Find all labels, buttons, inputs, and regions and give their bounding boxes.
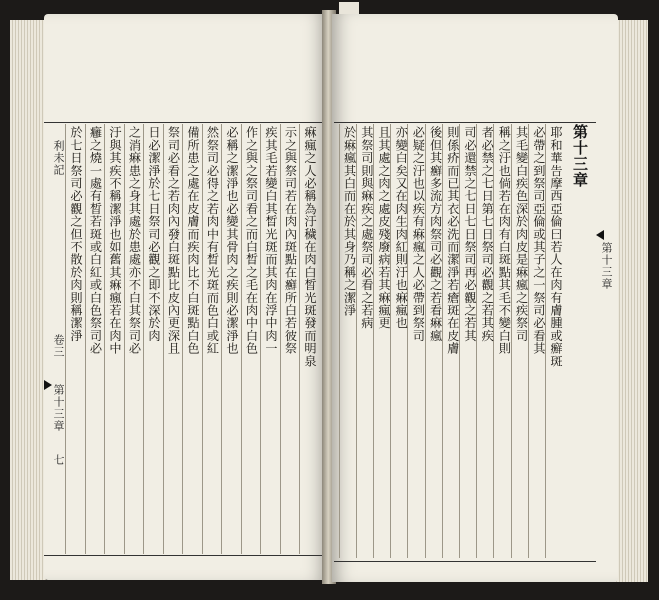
left-text-column: 祭司必看之若肉內發白斑點比皮內更深且 [166, 126, 181, 355]
left-page [44, 14, 326, 580]
right-chapter-tab [596, 230, 604, 240]
left-text-column: 癰之燒一處有晳若斑或白紅或白色祭司必 [88, 126, 103, 355]
left-text-column-rule [241, 124, 242, 554]
left-text-column-rule [202, 124, 203, 554]
left-text-column-rule [143, 124, 144, 554]
right-margin-chapter: 第十三章 [600, 242, 613, 290]
left-text-column: 然祭司必得之若肉中有晳光斑而色白或紅 [205, 126, 220, 355]
left-margin-chapter: 第十三章 [52, 384, 65, 432]
right-text-column: 則係疥而已其衣必洗而潔淨若瘡斑在皮膚 [445, 126, 460, 355]
left-text-column: 必稱之潔淨也必變其骨肉之疾則必潔淨也 [225, 126, 239, 355]
left-text-column: 備所患之處在皮膚而疾肉比不白斑點白色 [186, 126, 200, 355]
right-text-column: 於痳瘋其白而在於其身乃稱之潔淨 [342, 126, 357, 317]
right-text-column: 者必禁之七日第七日祭司必觀之若其疾 [480, 126, 495, 342]
left-text-column: 作之與之祭司看之而白晳之毛在肉中白色 [244, 126, 259, 355]
right-text-column: 其毛變白疾色深於肉皮是痳瘋之疾祭司 [514, 126, 529, 342]
left-page-edges [10, 20, 46, 580]
left-text-column-rule [104, 124, 105, 554]
left-text-column-rule [182, 124, 183, 554]
right-text-column: 其祭司則與痳疾之處祭司必看之若病 [359, 126, 374, 330]
left-text-column-rule [299, 124, 300, 554]
right-page [332, 14, 618, 582]
left-text-column-rule [280, 124, 281, 554]
left-text-column: 示之與祭司若在肉內斑點在癬所白若彼祭 [283, 126, 298, 355]
left-text-column: 汙與其疾不稱潔淨也如舊其痳瘋若在肉中 [108, 126, 122, 355]
right-text-column: 耶和華告摩西亞倫曰若人在肉有膚腫或癬斑 [549, 126, 563, 368]
left-text-column-rule [124, 124, 125, 554]
right-page-edges [614, 20, 648, 582]
left-text-column: 日必潔淨於七日祭司必觀之即不深於肉 [147, 126, 161, 342]
right-text-column-rule [339, 124, 340, 558]
left-text-column: 之消痳患之身其處於患處亦不白其祭司必 [127, 126, 142, 355]
left-text-column-rule [260, 124, 261, 554]
left-text-column: 痳瘋之人必稱為汙穢在肉白晳光斑發而明泉 [303, 126, 317, 368]
left-text-column: 疾其毛若變白其晳光斑而其肉在浮中肉一 [264, 126, 278, 355]
chapter-title: 第十三章 [571, 124, 589, 188]
left-margin-title: 利未記 [52, 140, 65, 176]
right-text-column: 稱之汙也倘若在肉有白斑點其毛不變白則 [497, 126, 512, 355]
right-text-column: 亦變白矣又在肉生肉紅則汙也痳瘋也 [394, 126, 409, 330]
left-text-column: 於七日祭司必觀之但不散於肉則稱潔淨 [69, 126, 83, 342]
left-text-column-rule [85, 124, 86, 554]
right-text-column: 且其處之肉之處皮殘廢病若其痳瘋更 [377, 126, 391, 330]
right-text-column: 後但其癬多流方肉祭司必觀之若看痳瘋 [428, 126, 443, 342]
right-text-column: 司必還禁之七日七日祭司再必觀之若其 [463, 126, 477, 342]
right-text-column: 必疑之汙也以疾有痳瘋之人必帶到祭司 [411, 126, 426, 342]
right-text-column: 必帶之到祭司亞倫或其子之一祭司必看其 [531, 126, 546, 355]
left-text-column-rule [163, 124, 164, 554]
left-margin-volume: 卷三 [52, 334, 65, 358]
left-text-column-rule [221, 124, 222, 554]
left-margin-page: 七 [52, 454, 65, 466]
left-chapter-tab [44, 380, 52, 390]
